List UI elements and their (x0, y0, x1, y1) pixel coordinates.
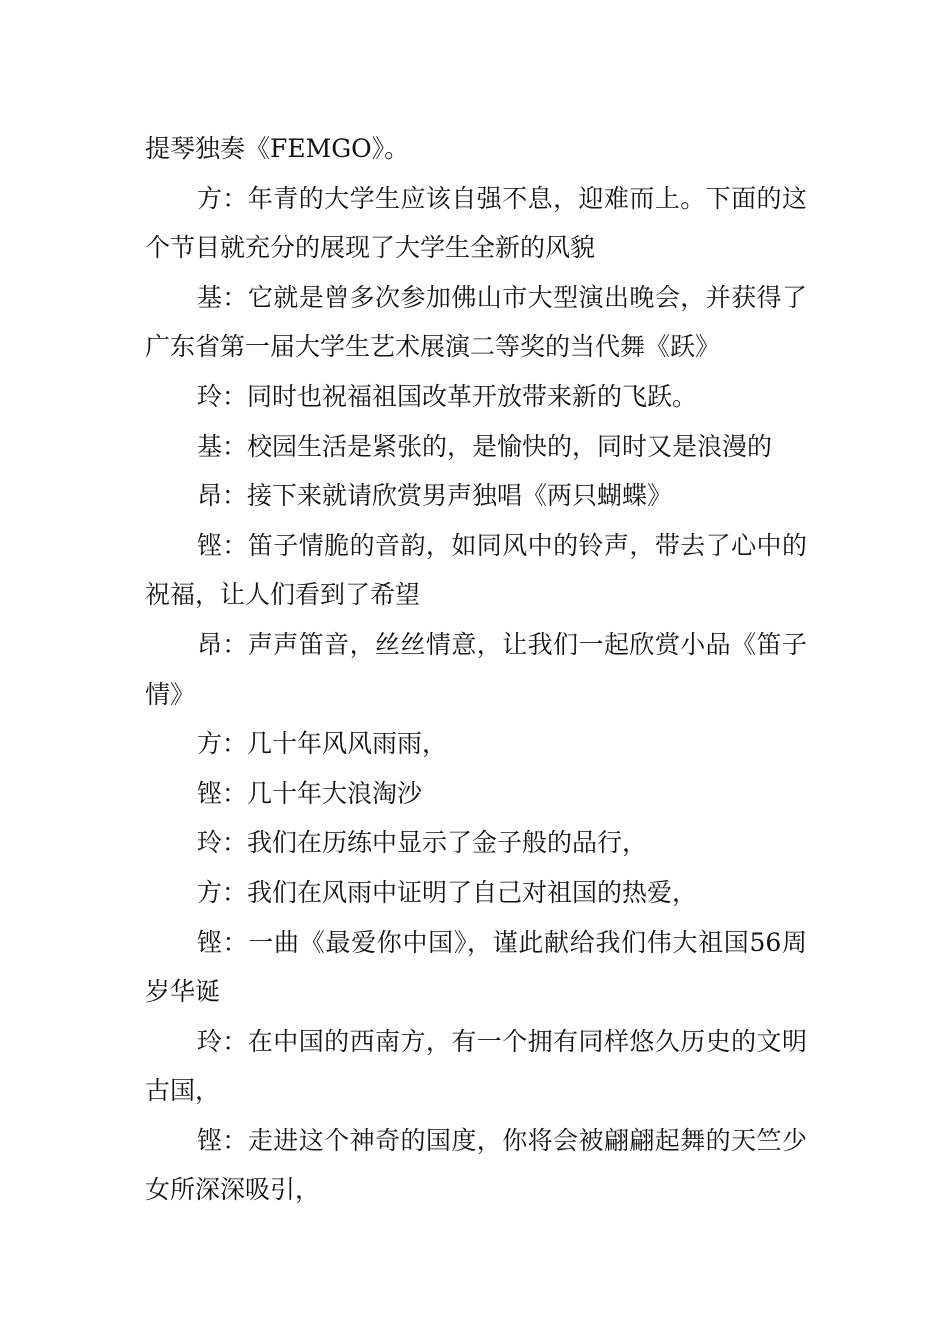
paragraph: 铿：笛子情脆的音韵，如同风中的铃声，带去了心中的祝福，让人们看到了希望 (145, 530, 807, 610)
paragraph: 铿：几十年大浪淘沙 (197, 778, 423, 808)
paragraph: 提琴独奏《FEMGO》。 (145, 134, 410, 163)
paragraph: 方：年青的大学生应该自强不息，迎难而上。下面的这个节目就充分的展现了大学生全新的风貌 (145, 183, 807, 263)
paragraph: 玲：我们在历练中显示了金子般的品行， (197, 828, 648, 858)
paragraph: 方：我们在风雨中证明了自己对祖国的热爱， (197, 877, 698, 907)
paragraph: 昂：声声笛音，丝丝情意，让我们一起欣赏小品《笛子情》 (145, 629, 807, 709)
paragraph: 玲：在中国的西南方，有一个拥有同样悠久历史的文明古国， (145, 1026, 807, 1106)
paragraph: 玲：同时也祝福祖国改革开放带来新的飞跃。 (197, 381, 698, 411)
paragraph: 铿：走进这个神奇的国度，你将会被翩翩起舞的天竺少女所深深吸引， (145, 1125, 807, 1205)
paragraph: 昂：接下来就请欣赏男声独唱《两只蝴蝶》 (197, 481, 673, 511)
paragraph: 基：校园生活是紧张的，是愉快的，同时又是浪漫的 (197, 431, 773, 461)
paragraph: 方：几十年风风雨雨， (197, 729, 448, 759)
document-body (145, 124, 807, 1215)
paragraph: 铿：一曲《最爱你中国》，谨此献给我们伟大祖国56周岁华诞 (145, 927, 807, 1007)
paragraph: 基：它就是曾多次参加佛山市大型演出晚会，并获得了广东省第一届大学生艺术展演二等奖的当代舞《跃》 (145, 282, 807, 362)
